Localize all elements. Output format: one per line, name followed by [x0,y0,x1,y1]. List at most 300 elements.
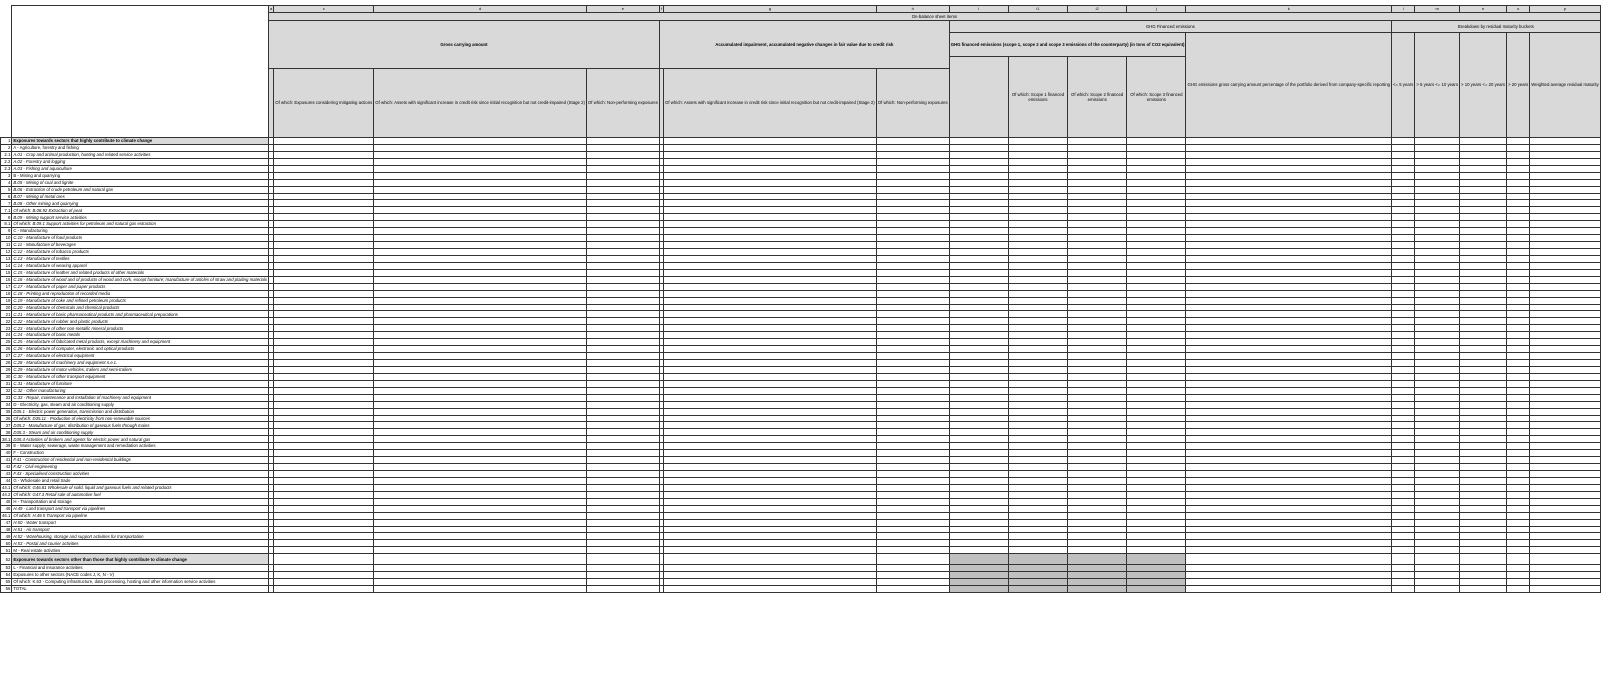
data-cell[interactable] [1186,214,1392,221]
data-cell[interactable] [1186,207,1392,214]
data-cell[interactable] [1415,179,1460,186]
data-cell[interactable] [1392,498,1415,505]
data-cell[interactable] [586,207,659,214]
data-cell[interactable] [949,151,1008,158]
data-cell[interactable] [1127,471,1186,478]
data-cell[interactable] [1127,408,1186,415]
data-cell[interactable] [1507,165,1530,172]
data-cell[interactable] [274,360,374,367]
data-cell[interactable] [374,255,587,262]
data-cell[interactable] [876,360,949,367]
data-cell[interactable] [374,450,587,457]
data-cell[interactable] [1186,138,1392,145]
data-cell[interactable] [949,464,1008,471]
data-cell[interactable] [1008,505,1067,512]
data-cell[interactable] [949,346,1008,353]
data-cell[interactable] [1186,394,1392,401]
data-cell[interactable] [1530,360,1601,367]
data-cell[interactable] [274,262,374,269]
data-cell[interactable] [1460,255,1507,262]
data-cell[interactable] [1392,422,1415,429]
data-cell[interactable] [1507,505,1530,512]
data-cell[interactable] [1392,457,1415,464]
data-cell[interactable] [274,565,374,572]
data-cell[interactable] [1460,484,1507,491]
data-cell[interactable] [1415,572,1460,579]
data-cell[interactable] [664,297,877,304]
data-cell[interactable] [664,429,877,436]
data-cell[interactable] [1392,408,1415,415]
data-cell[interactable] [374,554,587,565]
data-cell[interactable] [274,144,374,151]
data-cell[interactable] [1530,353,1601,360]
data-cell[interactable] [1008,443,1067,450]
data-cell[interactable] [1127,151,1186,158]
data-cell[interactable] [1530,429,1601,436]
data-cell[interactable] [1392,283,1415,290]
data-cell[interactable] [1392,484,1415,491]
data-cell[interactable] [1415,429,1460,436]
data-cell[interactable] [949,491,1008,498]
data-cell[interactable] [1186,436,1392,443]
data-cell[interactable] [1460,533,1507,540]
data-cell[interactable] [949,477,1008,484]
data-cell[interactable] [1008,318,1067,325]
data-cell[interactable] [1392,477,1415,484]
data-cell[interactable] [374,318,587,325]
data-cell[interactable] [586,318,659,325]
data-cell[interactable] [374,332,587,339]
data-cell[interactable] [1127,429,1186,436]
data-cell[interactable] [1392,401,1415,408]
data-cell[interactable] [1392,151,1415,158]
data-cell[interactable] [949,533,1008,540]
data-cell[interactable] [1507,387,1530,394]
data-cell[interactable] [664,464,877,471]
data-cell[interactable] [1530,138,1601,145]
data-cell[interactable] [1415,297,1460,304]
data-cell[interactable] [1392,144,1415,151]
data-cell[interactable] [586,547,659,554]
data-cell[interactable] [876,228,949,235]
data-cell[interactable] [1068,262,1127,269]
data-cell[interactable] [1186,249,1392,256]
data-cell[interactable] [274,422,374,429]
data-cell[interactable] [1507,172,1530,179]
data-cell[interactable] [1460,228,1507,235]
data-cell[interactable] [1415,151,1460,158]
data-cell[interactable] [1008,179,1067,186]
data-cell[interactable] [1415,443,1460,450]
data-cell[interactable] [876,380,949,387]
data-cell[interactable] [1507,228,1530,235]
data-cell[interactable] [1507,526,1530,533]
data-cell[interactable] [1186,360,1392,367]
data-cell[interactable] [1008,332,1067,339]
data-cell[interactable] [664,443,877,450]
data-cell[interactable] [274,325,374,332]
data-cell[interactable] [1127,346,1186,353]
data-cell[interactable] [1008,353,1067,360]
data-cell[interactable] [586,505,659,512]
data-cell[interactable] [274,165,374,172]
data-cell[interactable] [1460,401,1507,408]
data-cell[interactable] [1068,179,1127,186]
data-cell[interactable] [1127,540,1186,547]
data-cell[interactable] [1415,394,1460,401]
data-cell[interactable] [949,262,1008,269]
data-cell[interactable] [374,311,587,318]
data-cell[interactable] [949,450,1008,457]
data-cell[interactable] [374,304,587,311]
data-cell[interactable] [374,422,587,429]
data-cell[interactable] [1507,151,1530,158]
data-cell[interactable] [1008,151,1067,158]
data-cell[interactable] [374,579,587,586]
data-cell[interactable] [1530,297,1601,304]
data-cell[interactable] [664,179,877,186]
data-cell[interactable] [1068,533,1127,540]
data-cell[interactable] [876,138,949,145]
data-cell[interactable] [949,519,1008,526]
data-cell[interactable] [1507,519,1530,526]
data-cell[interactable] [1460,283,1507,290]
data-cell[interactable] [1415,318,1460,325]
data-cell[interactable] [1068,505,1127,512]
data-cell[interactable] [1460,151,1507,158]
data-cell[interactable] [1460,477,1507,484]
data-cell[interactable] [274,540,374,547]
data-cell[interactable] [949,200,1008,207]
data-cell[interactable] [1507,443,1530,450]
data-cell[interactable] [274,380,374,387]
data-cell[interactable] [1392,276,1415,283]
data-cell[interactable] [1127,484,1186,491]
data-cell[interactable] [664,422,877,429]
data-cell[interactable] [949,290,1008,297]
data-cell[interactable] [1530,366,1601,373]
data-cell[interactable] [1186,151,1392,158]
data-cell[interactable] [586,498,659,505]
data-cell[interactable] [876,353,949,360]
data-cell[interactable] [274,235,374,242]
data-cell[interactable] [586,262,659,269]
data-cell[interactable] [1507,360,1530,367]
data-cell[interactable] [1186,179,1392,186]
data-cell[interactable] [374,436,587,443]
data-cell[interactable] [1068,491,1127,498]
data-cell[interactable] [1186,373,1392,380]
data-cell[interactable] [1460,269,1507,276]
data-cell[interactable] [1530,547,1601,554]
data-cell[interactable] [1186,512,1392,519]
data-cell[interactable] [1068,415,1127,422]
data-cell[interactable] [1460,380,1507,387]
data-cell[interactable] [664,498,877,505]
data-cell[interactable] [274,533,374,540]
data-cell[interactable] [1186,165,1392,172]
data-cell[interactable] [1127,579,1186,586]
data-cell[interactable] [664,332,877,339]
data-cell[interactable] [1530,339,1601,346]
data-cell[interactable] [274,519,374,526]
data-cell[interactable] [1460,186,1507,193]
data-cell[interactable] [274,464,374,471]
data-cell[interactable] [1530,346,1601,353]
data-cell[interactable] [664,262,877,269]
data-cell[interactable] [1530,533,1601,540]
data-cell[interactable] [1507,138,1530,145]
data-cell[interactable] [664,325,877,332]
data-cell[interactable] [1186,193,1392,200]
data-cell[interactable] [374,262,587,269]
data-cell[interactable] [1507,325,1530,332]
data-cell[interactable] [949,540,1008,547]
data-cell[interactable] [1127,464,1186,471]
data-cell[interactable] [1507,186,1530,193]
data-cell[interactable] [1530,249,1601,256]
data-cell[interactable] [1530,415,1601,422]
data-cell[interactable] [586,450,659,457]
data-cell[interactable] [1068,346,1127,353]
data-cell[interactable] [1186,505,1392,512]
data-cell[interactable] [374,387,587,394]
data-cell[interactable] [876,533,949,540]
data-cell[interactable] [1460,172,1507,179]
data-cell[interactable] [1507,512,1530,519]
data-cell[interactable] [374,408,587,415]
data-cell[interactable] [1392,579,1415,586]
data-cell[interactable] [586,214,659,221]
data-cell[interactable] [876,186,949,193]
data-cell[interactable] [664,505,877,512]
data-cell[interactable] [1415,165,1460,172]
data-cell[interactable] [1392,214,1415,221]
data-cell[interactable] [1186,572,1392,579]
data-cell[interactable] [1415,547,1460,554]
data-cell[interactable] [1008,249,1067,256]
data-cell[interactable] [949,373,1008,380]
data-cell[interactable] [586,387,659,394]
data-cell[interactable] [374,380,587,387]
data-cell[interactable] [949,360,1008,367]
data-cell[interactable] [1008,401,1067,408]
data-cell[interactable] [374,144,587,151]
data-cell[interactable] [876,249,949,256]
data-cell[interactable] [949,269,1008,276]
data-cell[interactable] [1127,477,1186,484]
data-cell[interactable] [876,158,949,165]
data-cell[interactable] [1392,200,1415,207]
data-cell[interactable] [1415,144,1460,151]
data-cell[interactable] [1127,505,1186,512]
data-cell[interactable] [1415,255,1460,262]
data-cell[interactable] [1127,436,1186,443]
data-cell[interactable] [586,565,659,572]
data-cell[interactable] [374,138,587,145]
data-cell[interactable] [664,387,877,394]
data-cell[interactable] [586,311,659,318]
data-cell[interactable] [949,401,1008,408]
data-cell[interactable] [664,269,877,276]
data-cell[interactable] [274,346,374,353]
data-cell[interactable] [1460,512,1507,519]
data-cell[interactable] [876,332,949,339]
data-cell[interactable] [586,401,659,408]
data-cell[interactable] [374,526,587,533]
data-cell[interactable] [1186,255,1392,262]
data-cell[interactable] [374,200,587,207]
data-cell[interactable] [374,151,587,158]
data-cell[interactable] [1392,235,1415,242]
data-cell[interactable] [1392,512,1415,519]
data-cell[interactable] [1127,144,1186,151]
data-cell[interactable] [1507,547,1530,554]
data-cell[interactable] [1186,186,1392,193]
data-cell[interactable] [374,505,587,512]
data-cell[interactable] [1415,200,1460,207]
data-cell[interactable] [1530,262,1601,269]
data-cell[interactable] [1392,360,1415,367]
data-cell[interactable] [586,269,659,276]
data-cell[interactable] [664,526,877,533]
data-cell[interactable] [374,242,587,249]
data-cell[interactable] [1530,332,1601,339]
data-cell[interactable] [1415,311,1460,318]
data-cell[interactable] [274,332,374,339]
data-cell[interactable] [1460,200,1507,207]
data-cell[interactable] [1507,262,1530,269]
data-cell[interactable] [1068,477,1127,484]
data-cell[interactable] [1460,366,1507,373]
data-cell[interactable] [1530,526,1601,533]
data-cell[interactable] [664,276,877,283]
data-cell[interactable] [1068,464,1127,471]
data-cell[interactable] [374,283,587,290]
data-cell[interactable] [274,228,374,235]
data-cell[interactable] [374,457,587,464]
data-cell[interactable] [1530,172,1601,179]
data-cell[interactable] [1392,242,1415,249]
data-cell[interactable] [1392,554,1415,565]
data-cell[interactable] [586,297,659,304]
data-cell[interactable] [1415,221,1460,228]
data-cell[interactable] [1530,290,1601,297]
data-cell[interactable] [1507,144,1530,151]
data-cell[interactable] [374,297,587,304]
data-cell[interactable] [374,464,587,471]
data-cell[interactable] [1068,325,1127,332]
data-cell[interactable] [1460,422,1507,429]
data-cell[interactable] [876,422,949,429]
data-cell[interactable] [664,193,877,200]
data-cell[interactable] [1460,457,1507,464]
data-cell[interactable] [274,547,374,554]
data-cell[interactable] [1127,283,1186,290]
data-cell[interactable] [1507,283,1530,290]
data-cell[interactable] [374,249,587,256]
data-cell[interactable] [586,422,659,429]
data-cell[interactable] [274,255,374,262]
data-cell[interactable] [1068,207,1127,214]
data-cell[interactable] [374,540,587,547]
data-cell[interactable] [1127,221,1186,228]
data-cell[interactable] [664,471,877,478]
data-cell[interactable] [1186,380,1392,387]
data-cell[interactable] [1460,138,1507,145]
data-cell[interactable] [664,477,877,484]
data-cell[interactable] [1127,207,1186,214]
data-cell[interactable] [1008,450,1067,457]
data-cell[interactable] [1415,401,1460,408]
data-cell[interactable] [1186,283,1392,290]
data-cell[interactable] [274,387,374,394]
data-cell[interactable] [664,207,877,214]
data-cell[interactable] [1530,408,1601,415]
data-cell[interactable] [1392,228,1415,235]
data-cell[interactable] [374,366,587,373]
data-cell[interactable] [1127,554,1186,565]
data-cell[interactable] [1008,554,1067,565]
data-cell[interactable] [1530,484,1601,491]
data-cell[interactable] [949,235,1008,242]
data-cell[interactable] [876,554,949,565]
data-cell[interactable] [274,339,374,346]
data-cell[interactable] [1127,235,1186,242]
data-cell[interactable] [664,235,877,242]
data-cell[interactable] [1507,498,1530,505]
data-cell[interactable] [1186,422,1392,429]
data-cell[interactable] [1068,565,1127,572]
data-cell[interactable] [1008,214,1067,221]
data-cell[interactable] [1460,332,1507,339]
data-cell[interactable] [1068,366,1127,373]
data-cell[interactable] [876,297,949,304]
data-cell[interactable] [1392,533,1415,540]
data-cell[interactable] [1068,380,1127,387]
data-cell[interactable] [586,283,659,290]
data-cell[interactable] [1008,276,1067,283]
data-cell[interactable] [1186,200,1392,207]
data-cell[interactable] [664,144,877,151]
data-cell[interactable] [1127,158,1186,165]
data-cell[interactable] [1068,360,1127,367]
data-cell[interactable] [1460,221,1507,228]
data-cell[interactable] [1068,269,1127,276]
data-cell[interactable] [1068,172,1127,179]
data-cell[interactable] [1460,579,1507,586]
data-cell[interactable] [1415,339,1460,346]
data-cell[interactable] [1186,387,1392,394]
data-cell[interactable] [876,579,949,586]
data-cell[interactable] [1127,290,1186,297]
data-cell[interactable] [1530,519,1601,526]
data-cell[interactable] [1415,491,1460,498]
data-cell[interactable] [1530,450,1601,457]
data-cell[interactable] [1392,491,1415,498]
data-cell[interactable] [1530,283,1601,290]
data-cell[interactable] [664,318,877,325]
data-cell[interactable] [664,450,877,457]
data-cell[interactable] [1127,519,1186,526]
data-cell[interactable] [1392,415,1415,422]
data-cell[interactable] [374,429,587,436]
data-cell[interactable] [1460,325,1507,332]
data-cell[interactable] [374,221,587,228]
data-cell[interactable] [586,339,659,346]
data-cell[interactable] [1530,165,1601,172]
data-cell[interactable] [1415,290,1460,297]
